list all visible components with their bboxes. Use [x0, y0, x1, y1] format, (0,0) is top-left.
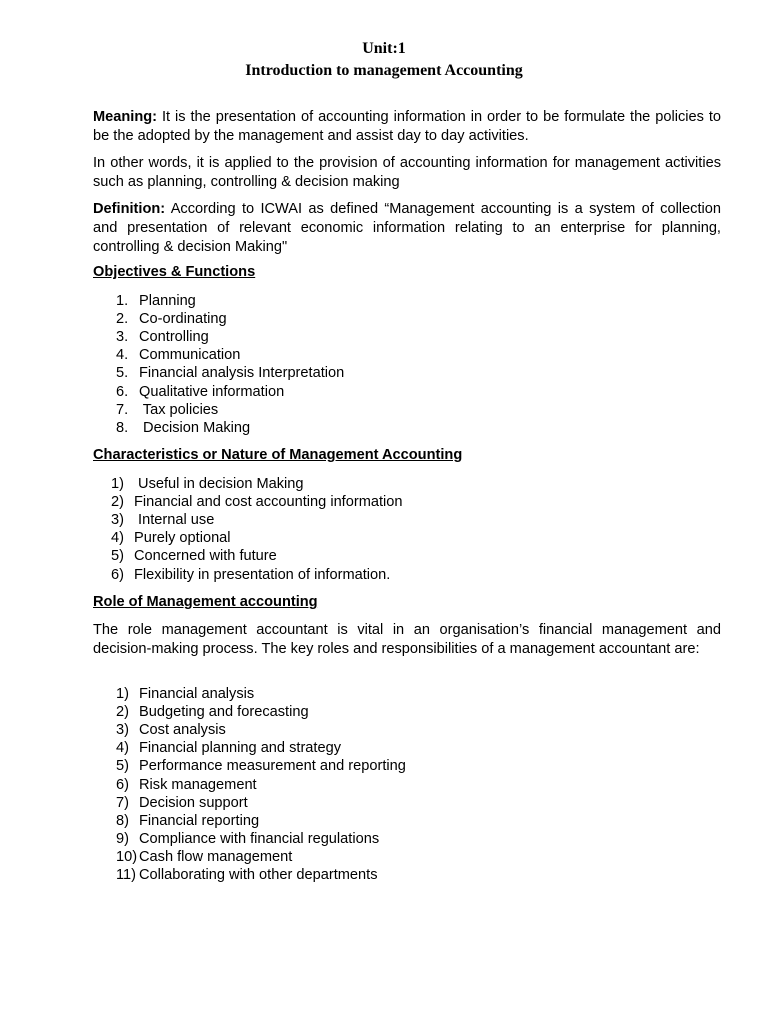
list-item-number: 4.: [116, 347, 129, 364]
list-item-text: Internal use: [134, 512, 215, 529]
list-item-text: Budgeting and forecasting: [139, 704, 309, 721]
list-item-text: Financial analysis Interpretation: [139, 365, 345, 382]
list-item-number: 10): [116, 848, 138, 865]
list-item-text: Tax policies: [139, 401, 219, 418]
list-item-number: 4): [116, 740, 129, 757]
list-item-number: 8.: [116, 419, 129, 436]
characteristics-heading: Characteristics or Nature of Management Accounting: [93, 447, 463, 463]
list-item-text: Decision Making: [139, 419, 251, 436]
list-item-text: Decision support: [139, 794, 248, 811]
list-item-text: Risk management: [139, 776, 257, 793]
definition-text: According to ICWAI as defined “Management accounting is a system of collection and presentation of relevant economic information relating to an enterprise for planning, controlling & decision Making": [93, 201, 721, 255]
list-item-number: 7.: [116, 401, 129, 418]
meaning-text: It is the presentation of accounting information in order to be formulate the policies to be the adopted by the management and assist day to day activities.: [93, 109, 721, 144]
definition-paragraph: [93, 200, 721, 257]
list-item-number: 3): [116, 722, 129, 739]
list-item-text: Planning: [139, 293, 196, 309]
meaning-label: Meaning:: [93, 109, 158, 125]
list-item-number: 5.: [116, 365, 129, 382]
list-item-text: Cash flow management: [139, 848, 293, 865]
list-item-text: Compliance with financial regulations: [139, 830, 380, 847]
list-item-number: 1.: [116, 293, 129, 309]
list-item-number: 3): [111, 512, 124, 529]
list-item-number: 3.: [116, 329, 129, 346]
other-words-paragraph: In other words, it is applied to the provision of accounting information for management activities such as planning, controlling & decision making: [93, 155, 721, 190]
list-item-text: Communication: [139, 347, 241, 364]
list-item-number: 1): [116, 686, 129, 702]
list-item-number: 2.: [116, 311, 129, 328]
list-item-text: Financial and cost accounting information: [134, 494, 403, 511]
list-item-number: 6): [111, 566, 124, 583]
role-intro-paragraph: The role management accountant is vital in an organisation’s financial management and decision-making process. The key roles and responsibilities of a management accountant are:: [93, 622, 721, 657]
list-item-text: Financial reporting: [139, 812, 260, 829]
list-item-number: 8): [116, 812, 129, 829]
page-title: Introduction to management Accounting: [245, 62, 523, 79]
list-item-text: Purely optional: [134, 530, 231, 547]
list-item-number: 4): [111, 530, 124, 547]
meaning-paragraph: [93, 108, 721, 146]
list-item-number: 11): [116, 867, 137, 883]
definition-label: Definition:: [93, 201, 166, 217]
list-item-text: Co-ordinating: [139, 311, 227, 328]
list-item-number: 6): [116, 776, 129, 793]
role-heading: Role of Management accounting: [93, 594, 318, 610]
list-item-number: 2): [116, 704, 129, 721]
list-item-text: Collaborating with other departments: [139, 867, 378, 883]
list-item-text: Financial analysis: [139, 686, 255, 702]
list-item-text: Concerned with future: [134, 548, 277, 565]
list-item-number: 1): [111, 476, 124, 492]
list-item-text: Flexibility in presentation of information.: [134, 566, 391, 583]
list-item-text: Cost analysis: [139, 722, 226, 739]
objectives-heading: Objectives & Functions: [93, 264, 256, 280]
list-item-text: Controlling: [139, 329, 209, 346]
list-item-number: 7): [116, 794, 129, 811]
unit-label: Unit:1: [362, 40, 406, 57]
list-item-number: 6.: [116, 383, 129, 400]
list-item-text: Useful in decision Making: [134, 476, 304, 492]
list-item-number: 9): [116, 830, 129, 847]
list-item-number: 5): [116, 758, 129, 775]
list-item-number: 2): [111, 494, 124, 511]
list-item-text: Qualitative information: [139, 383, 285, 400]
list-item-text: Financial planning and strategy: [139, 740, 342, 757]
list-item-number: 5): [111, 548, 124, 565]
list-item-text: Performance measurement and reporting: [139, 758, 406, 775]
